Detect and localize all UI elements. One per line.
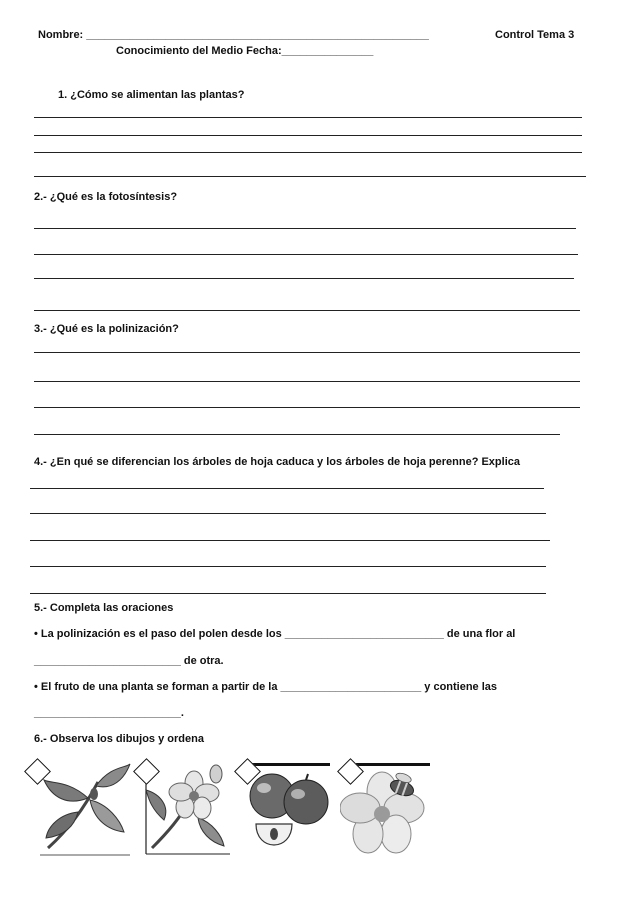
frame-bar	[356, 763, 430, 766]
answer-line	[34, 381, 580, 382]
answer-line	[30, 513, 546, 514]
answer-line	[34, 254, 578, 255]
sentence-2-part-2: ________________________.	[34, 707, 184, 719]
question-1: 1. ¿Cómo se alimentan las plantas?	[58, 89, 245, 101]
flower-icon	[144, 760, 232, 858]
exam-title: Control Tema 3	[495, 29, 575, 41]
question-6: 6.- Observa los dibujos y ordena	[34, 733, 204, 745]
answer-line	[30, 566, 546, 567]
subject-date-line: Conocimiento del Medio Fecha:_______________	[116, 45, 374, 57]
name-line: Nombre: ________________________________________________________	[38, 29, 429, 41]
answer-line	[34, 310, 580, 311]
apples-icon	[246, 768, 332, 858]
leaf-branch-icon	[38, 760, 134, 858]
question-4: 4.- ¿En qué se diferencian los árboles de hoja caduca y los árboles de hoja perenne? Explica	[34, 456, 520, 468]
answer-line	[34, 176, 586, 177]
answer-line	[34, 135, 582, 136]
question-2: 2.- ¿Qué es la fotosíntesis?	[34, 191, 178, 203]
question-3: 3.- ¿Qué es la polinización?	[34, 323, 179, 335]
answer-line	[34, 152, 582, 153]
answer-line	[34, 228, 576, 229]
answer-line	[34, 434, 560, 435]
question-5: 5.- Completa las oraciones	[34, 602, 174, 614]
sentence-2-part-1: • El fruto de una planta se forman a partir de la _______________________ y contiene las	[34, 681, 498, 693]
answer-line	[34, 407, 580, 408]
answer-line	[30, 540, 550, 541]
answer-line	[34, 352, 580, 353]
sentence-1-part-1: • La polinización es el paso del polen desde los __________________________ de una flor al	[34, 628, 516, 640]
answer-line	[30, 488, 544, 489]
answer-line	[30, 593, 546, 594]
frame-bar	[250, 763, 330, 766]
answer-line	[34, 117, 582, 118]
answer-line	[34, 278, 574, 279]
sentence-1-part-2: ________________________ de otra.	[34, 655, 224, 667]
